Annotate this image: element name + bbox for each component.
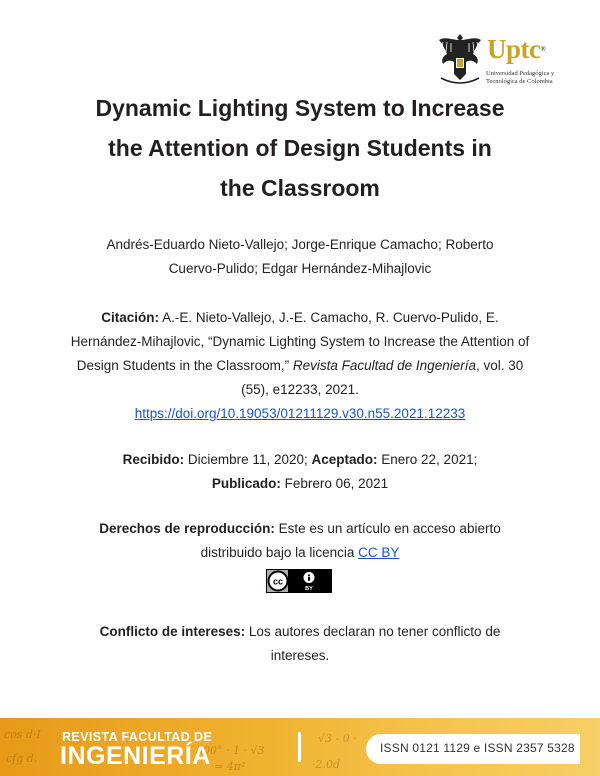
footer-revista: REVISTA FACULTAD DE <box>62 730 213 744</box>
footer-ingenieria: INGENIERÍA <box>60 742 211 770</box>
university-logo <box>437 30 569 90</box>
svg-text:cfg d.: cfg d. <box>6 752 38 765</box>
footer-divider <box>298 732 301 762</box>
svg-text:BY: BY <box>305 586 313 592</box>
doi-link[interactable]: https://doi.org/10.19053/01211129.v30.n55.2021.12233 <box>134 406 466 421</box>
citation: Citación: A.-E. Nieto-Vallejo, J.-E. Camacho, R. Cuervo-Pulido, E. Hernández-Mihajlovic, “Dynamic Lighting System to Increase the Attention of Design Students in the Classroom,” Revista Facultad de Ingeniería, vol. 30 (55), e12233, 2021. https://doi.org/10.19053/01211129.v30.n55.2021.12233 <box>70 310 530 421</box>
publication-dates: Recibido: Diciembre 11, 2020; Aceptado: Enero 22, 2021; Publicado: Febrero 06, 2021 <box>122 452 478 491</box>
logo-brand: Uptc® <box>487 34 546 64</box>
authors: Andrés-Eduardo Nieto-Vallejo; Jorge-Enrique Camacho; Roberto Cuervo-Pulido; Edgar Hernández-Mihajlovic <box>106 237 494 276</box>
svg-text:·2.0d: ·2.0d <box>312 758 341 771</box>
paper-title: Dynamic Lighting System to Increase the Attention of Design Students in the Classroom <box>95 95 505 201</box>
citation-label: Citación: <box>101 310 160 325</box>
svg-text:√3 ‑ 0 ·: √3 ‑ 0 · <box>318 732 357 745</box>
svg-text:300° · 1 · √3: 300° · 1 · √3 <box>196 744 265 757</box>
logo-subtitle: Universidad Pedagógica y Tecnológica de Colombia <box>486 70 555 85</box>
svg-text:cc: cc <box>272 576 284 587</box>
reproduction-rights: Derechos de reproducción: Este es un artículo en acceso abierto distribuido bajo la licencia CC BY <box>99 521 501 560</box>
journal-name: Revista Facultad de Ingeniería <box>292 358 476 373</box>
cc-by-badge-icon[interactable] <box>266 569 332 593</box>
journal-footer <box>0 718 600 776</box>
issn-text: ISSN 0121 1129 e ISSN 2357 5328 <box>380 741 575 755</box>
cc-by-link[interactable]: CC BY <box>358 545 400 560</box>
eagle-crest-icon <box>437 30 483 86</box>
conflict-of-interest: Conflicto de intereses: Los autores declaran no tener conflicto de intereses. <box>99 624 501 663</box>
svg-text:= 4π²: = 4π² <box>214 760 246 773</box>
svg-text:cos d·I: cos d·I <box>4 728 41 741</box>
